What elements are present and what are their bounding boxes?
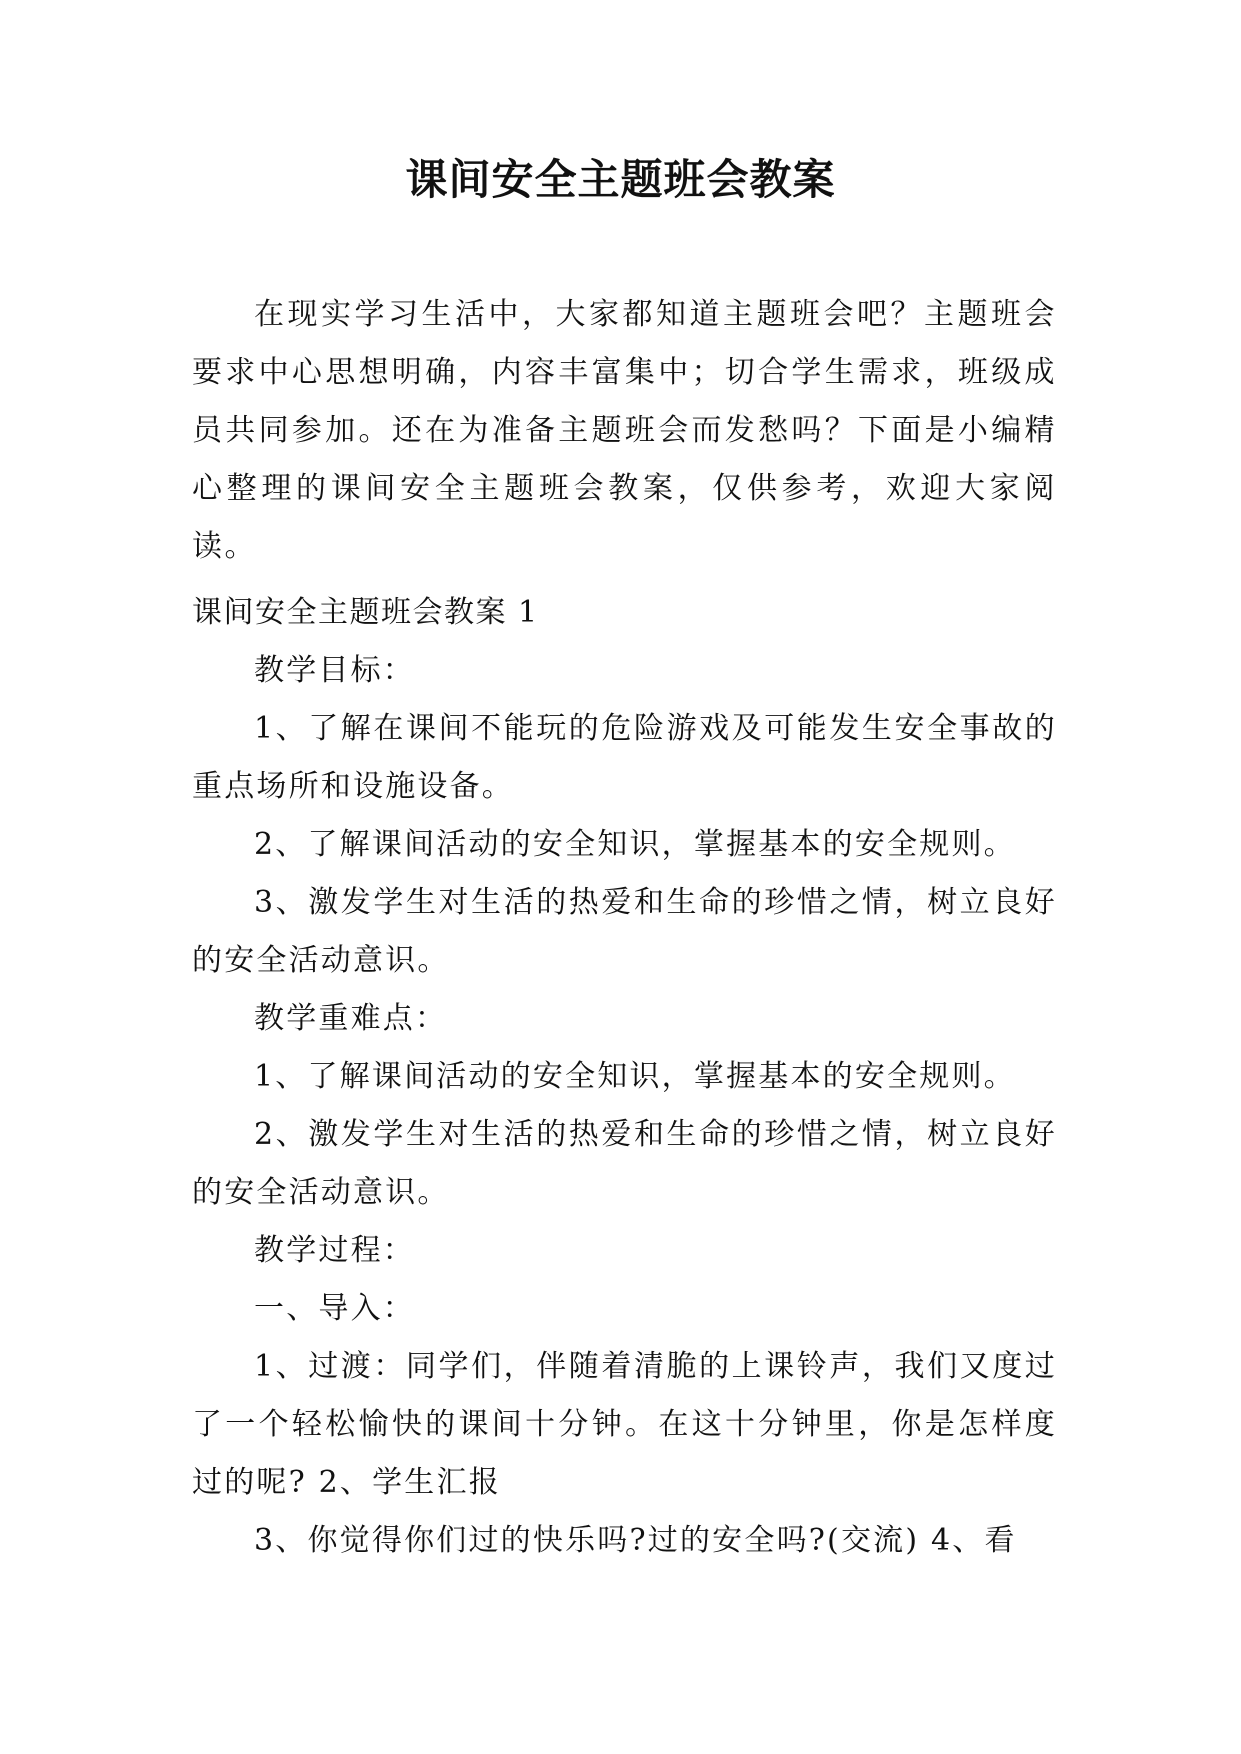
process-step-intro: 一、导入： [254, 1291, 415, 1326]
key-point-item-1: 1、了解课间活动的安全知识，掌握基本的安全规则。 [254, 1059, 1016, 1094]
label-teaching-goals: 教学目标： [254, 653, 415, 688]
goal-item-1: 1、了解在课间不能玩的危险游戏及可能发生安全事故的重点场所和设施设备。 [192, 711, 1057, 804]
process-item-3: 3、你觉得你们过的快乐吗?过的安全吗?(交流) 4、看 [254, 1523, 1017, 1558]
lesson-plan-section [192, 584, 1057, 1570]
intro-paragraph: 在现实学习生活中，大家都知道主题班会吧？主题班会要求中心思想明确，内容丰富集中；切合学生需求，班级成员共同参加。还在为准备主题班会而发愁吗？下面是小编精心整理的课间安全主题班会教案，仅供参考，欢迎大家阅读。 [192, 297, 1057, 564]
label-teaching-process: 教学过程： [254, 1233, 415, 1268]
process-item-1: 1、过渡：同学们，伴随着清脆的上课铃声，我们又度过了一个轻松愉快的课间十分钟。在这十分钟里，你是怎样度过的呢? 2、学生汇报 [192, 1349, 1057, 1500]
key-point-item-2: 2、激发学生对生活的热爱和生命的珍惜之情，树立良好的安全活动意识。 [192, 1117, 1057, 1210]
label-key-points: 教学重难点： [254, 1001, 448, 1036]
goal-item-3: 3、激发学生对生活的热爱和生命的珍惜之情，树立良好的安全活动意识。 [192, 885, 1057, 978]
section-heading: 课间安全主题班会教案 1 [192, 595, 539, 630]
document-title: 课间安全主题班会教案 [405, 155, 836, 204]
goal-item-2: 2、了解课间活动的安全知识，掌握基本的安全规则。 [254, 827, 1016, 862]
